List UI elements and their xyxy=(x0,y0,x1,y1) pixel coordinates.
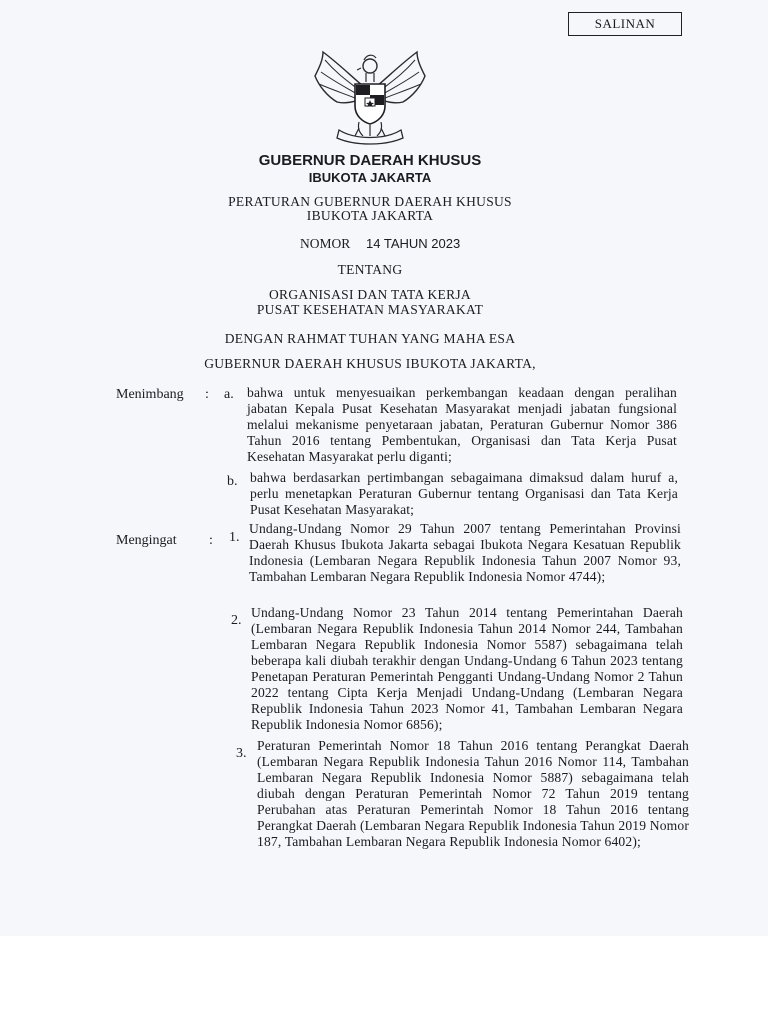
mengingat-label: Mengingat xyxy=(116,533,177,548)
mengingat-item-3: Peraturan Pemerintah Nomor 18 Tahun 2016 tentang Perangkat Daerah (Lembaran Negara Republik Indonesia Tahun 2016 Nomor 114, Tambahan Lembaran Negara Republik Indonesia Nomor 5887) sebagaimana telah diubah dengan Peraturan Pemerintah Nomor 72 Tahun 2019 tentang Perubahan atas Peraturan Pemerintah Nomor 18 Tahun 2016 tentang Perangkat Daerah (Lembaran Negara Republik Indonesia Tahun 2019 Nomor 187, Tambahan Lembaran Negara Republik Indonesia Nomor 6402); xyxy=(257,738,689,849)
menimbang-item-a-marker: a. xyxy=(224,387,234,402)
governor-title-line2: IBUKOTA JAKARTA xyxy=(308,170,432,185)
mengingat-item-1-marker: 1. xyxy=(229,530,240,545)
governor-title-line1: GUBERNUR DAERAH KHUSUS xyxy=(258,152,482,169)
regulation-title-line1: PERATURAN GUBERNUR DAERAH KHUSUS xyxy=(228,194,512,209)
menimbang-item-b: bahwa berdasarkan pertimbangan sebagaimana dimaksud dalam huruf a, perlu menetapkan Peraturan Gubernur tentang Organisasi dan Tata Kerja Pusat Kesehatan Masyarakat; xyxy=(250,470,678,517)
mengingat-item-2: Undang-Undang Nomor 23 Tahun 2014 tentang Pemerintahan Daerah (Lembaran Negara Republik Indonesia Tahun 2014 Nomor 244, Tambahan Lembaran Negara Republik Indonesia Nomor 5587) sebagaimana telah beberapa kali diubah terakhir dengan Undang-Undang 6 Tahun 2023 tentang Penetapan Peraturan Pemerintah Pengganti Undang-Undang Nomor 2 Tahun 2022 tentang Cipta Kerja Menjadi Undang-Undang (Lembaran Negara Republik Indonesia Tahun 2023 Nomor 41, Tambahan Lembaran Negara Republik Indonesia Nomor 6856); xyxy=(251,605,683,732)
subject-line1: ORGANISASI DAN TATA KERJA xyxy=(269,287,471,302)
menimbang-colon: : xyxy=(205,387,209,402)
menimbang-label: Menimbang xyxy=(116,387,184,402)
menimbang-item-a: bahwa untuk menyesuaikan perkembangan keadaan dengan peralihan jabatan Kepala Pusat Kesehatan Masyarakat menjadi jabatan fungsional melalui mekanisme penyetaraan jabatan, Peraturan Gubernur Nomor 386 Tahun 2016 tentang Pembentukan, Organisasi dan Tata Kerja Pusat Kesehatan Masyarakat perlu diganti; xyxy=(247,385,677,464)
blessing-line: DENGAN RAHMAT TUHAN YANG MAHA ESA xyxy=(224,331,516,346)
mengingat-item-1: Undang-Undang Nomor 29 Tahun 2007 tentang Pemerintahan Provinsi Daerah Khusus Ibukota Jakarta sebagai Ibukota Negara Kesatuan Republik Indonesia (Lembaran Negara Republik Indonesia Tahun 2007 Nomor 93, Tambahan Lembaran Negara Republik Indonesia Nomor 4744); xyxy=(249,521,681,584)
subject-line2: PUSAT KESEHATAN MASYARAKAT xyxy=(256,302,484,317)
mengingat-colon: : xyxy=(209,533,213,548)
mengingat-item-3-marker: 3. xyxy=(236,746,247,761)
regulation-title-line2: IBUKOTA JAKARTA xyxy=(306,208,434,223)
nomor-value: 14 TAHUN 2023 xyxy=(366,236,461,251)
salinan-stamp: SALINAN xyxy=(568,12,682,36)
garuda-emblem-icon xyxy=(309,46,431,146)
governor-line: GUBERNUR DAERAH KHUSUS IBUKOTA JAKARTA, xyxy=(204,356,536,371)
menimbang-item-b-marker: b. xyxy=(227,474,238,489)
tentang-heading: TENTANG xyxy=(337,262,403,277)
page-bottom-margin xyxy=(0,936,768,1024)
nomor-label: NOMOR xyxy=(300,236,351,251)
mengingat-item-2-marker: 2. xyxy=(231,613,242,628)
